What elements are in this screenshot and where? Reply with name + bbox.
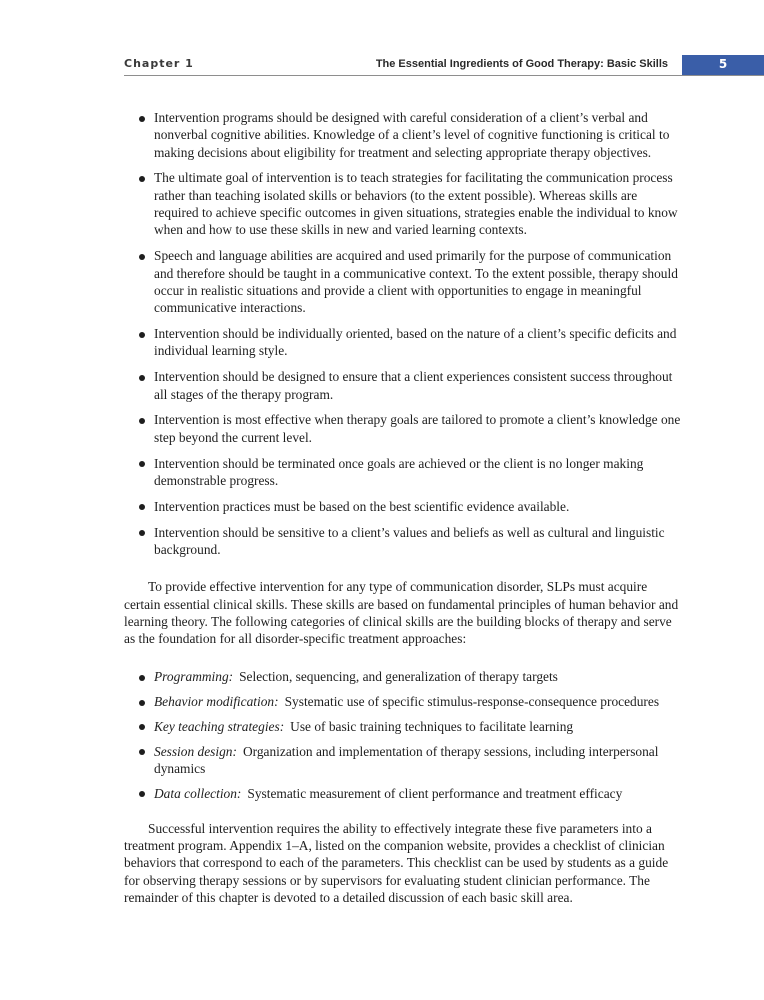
skill-description: Systematic measurement of client performance and treatment efficacy: [247, 785, 623, 801]
list-item-text: The ultimate goal of intervention is to teach strategies for facilitating the communication process rather than teaching isolated skills or behaviors (to the extent possible). Whereas skills are required to achieve specific outcomes in given situations, strategies enable the individual to know when and how to use these skills in new and varied learning contexts.: [154, 170, 678, 238]
bullet-icon: [139, 675, 145, 681]
list-item-text: Intervention should be individually oriented, based on the nature of a client’s specific deficits and individual learning style.: [154, 326, 677, 359]
header-rule: [124, 75, 764, 76]
bullet-icon: [139, 530, 145, 536]
list-item-text: Speech and language abilities are acquired and used primarily for the purpose of communication and therefore should be taught in a communicative context. To the extent possible, therapy should occur in realistic situations and provide a client with opportunities to engage in meaningful communicative interactions.: [154, 248, 678, 316]
bullet-icon: [139, 700, 145, 706]
list-item: [124, 411, 684, 446]
list-item: [124, 247, 684, 316]
skill-description: Selection, sequencing, and generalization of therapy targets: [239, 669, 558, 685]
list-item: [124, 498, 684, 515]
skill-description: Systematic use of specific stimulus-response-consequence procedures: [284, 694, 660, 710]
paragraph-integration: Successful intervention requires the ability to effectively integrate these five parameters into a treatment program. Appendix 1–A, listed on the companion website, provides a checklist of clinician behaviors that correspond to each of the parameters. This checklist can be used by students as a guide for observing therapy sessions or by supervisors for evaluating student clinician performance. The remainder of this chapter is devoted to a detailed discussion of each basic skill area.: [124, 820, 669, 905]
list-item: [124, 743, 684, 778]
running-title: The Essential Ingredients of Good Therapy: Basic Skills: [375, 58, 668, 70]
list-item-text: Intervention practices must be based on the best scientific evidence available.: [154, 498, 570, 514]
skills-list: [124, 668, 684, 801]
bullet-icon: [139, 375, 145, 381]
list-item-text: Intervention should be sensitive to a client’s values and beliefs as well as cultural and linguistic background.: [154, 524, 665, 557]
list-item-text: Intervention programs should be designed with careful consideration of a client’s verbal and nonverbal cognitive abilities. Knowledge of a client’s level of cognitive functioning is critical to making decisions about eligibility for treatment and selecting appropriate therapy objectives.: [154, 110, 670, 160]
list-item-text: Intervention is most effective when therapy goals are tailored to promote a client’s knowledge one step beyond the current level.: [154, 412, 681, 445]
skill-term: Programming:: [154, 669, 234, 685]
bullet-icon: [139, 418, 145, 424]
bullet-icon: [139, 749, 145, 755]
bullet-icon: [139, 254, 145, 260]
skill-description: Use of basic training techniques to facilitate learning: [290, 718, 574, 734]
list-item-text: Intervention should be designed to ensure that a client experiences consistent success throughout all stages of the therapy program.: [154, 369, 673, 402]
list-item: [124, 668, 684, 685]
bullet-icon: [139, 176, 145, 182]
skill-term: Data collection:: [154, 785, 242, 801]
skill-description: Organization and implementation of therapy sessions, including interpersonal dynamics: [154, 743, 659, 776]
bullet-icon: [139, 791, 145, 797]
bullet-icon: [139, 332, 145, 338]
page-content: [124, 109, 684, 906]
list-item-text: Intervention should be terminated once goals are achieved or the client is no longer making demonstrable progress.: [154, 455, 644, 488]
chapter-label: Chapter 1: [124, 57, 194, 70]
bullet-icon: [139, 116, 145, 122]
skill-term: Behavior modification:: [154, 694, 279, 710]
list-item: [124, 169, 684, 238]
paragraph-skills-intro: To provide effective intervention for any type of communication disorder, SLPs must acquire certain essential clinical skills. These skills are based on fundamental principles of human behavior and learning theory. The following categories of clinical skills are the building blocks of therapy and serve as the foundation for all disorder-specific treatment approaches:: [124, 579, 679, 647]
list-item: [124, 325, 684, 360]
page-header: [124, 55, 764, 75]
bullet-icon: [139, 461, 145, 467]
principles-list: [124, 109, 684, 558]
page-number: 5: [682, 55, 764, 75]
skill-term: Key teaching strategies:: [154, 718, 285, 734]
list-item: [124, 109, 684, 161]
list-item: [124, 368, 684, 403]
list-item: [124, 524, 684, 559]
bullet-icon: [139, 724, 145, 730]
list-item: [124, 785, 684, 802]
skill-term: Session design:: [154, 743, 237, 759]
bullet-icon: [139, 504, 145, 510]
list-item: [124, 455, 684, 490]
list-item: [124, 693, 684, 710]
list-item: [124, 718, 684, 735]
